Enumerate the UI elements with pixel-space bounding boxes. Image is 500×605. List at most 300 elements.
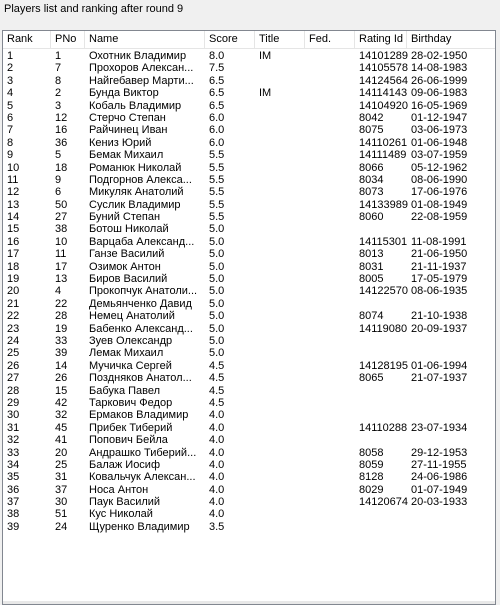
cell-rating-id: 14104920: [359, 99, 408, 112]
cell-score: 5.5: [209, 198, 225, 211]
cell-rating-id: [359, 347, 409, 360]
cell-birthday: 21-10-1938: [411, 310, 468, 323]
cell-birthday: 23-07-1934: [411, 421, 468, 434]
cell-score: 5.0: [209, 248, 225, 261]
cell-rank: 4: [7, 87, 14, 100]
cell-birthday: 01-12-1947: [411, 111, 468, 124]
cell-name: Найгебавер Марти...: [89, 74, 194, 87]
cell-rating-id: [359, 298, 409, 311]
cell-rating-id: 8059: [359, 458, 384, 471]
cell-fed: [309, 360, 349, 373]
table-body: [3, 51, 495, 534]
cell-rating-id: 14119080: [359, 322, 408, 335]
players-ranking-table[interactable]: [2, 30, 496, 605]
cell-fed: [309, 162, 349, 175]
cell-rating-id: 8073: [359, 186, 384, 199]
cell-rating-id: 14110261: [359, 136, 408, 149]
cell-pno: 32: [55, 409, 68, 422]
cell-score: 8.0: [209, 50, 225, 62]
cell-pno: 5: [55, 149, 62, 162]
cell-name: Райчинец Иван: [89, 124, 168, 137]
cell-name: Балаж Иосиф: [89, 458, 161, 471]
cell-rank: 16: [7, 235, 20, 248]
cell-title: [259, 124, 303, 137]
cell-fed: [309, 521, 349, 534]
cell-birthday: [411, 385, 495, 398]
cell-birthday: 03-07-1959: [411, 149, 468, 162]
cell-title: [259, 137, 303, 150]
cell-fed: [309, 310, 349, 323]
cell-score: 7.5: [209, 62, 225, 75]
cell-pno: 33: [55, 334, 68, 347]
cell-pno: 10: [55, 235, 68, 248]
cell-title: [259, 211, 303, 224]
cell-score: 5.0: [209, 297, 225, 310]
cell-rank: 32: [7, 434, 20, 447]
cell-name: Мучичка Сергей: [89, 359, 172, 372]
cell-score: 4.5: [209, 359, 225, 372]
cell-rating-id: 14115301: [359, 235, 408, 248]
cell-birthday: [411, 409, 495, 422]
cell-pno: 3: [55, 99, 62, 112]
cell-fed: [309, 459, 349, 472]
cell-score: 4.0: [209, 409, 225, 422]
cell-rating-id: 8034: [359, 173, 384, 186]
cell-rating-id: 8066: [359, 161, 384, 174]
cell-fed: [309, 397, 349, 410]
cell-fed: [309, 447, 349, 460]
cell-name: Немец Анатолий: [89, 310, 175, 323]
cell-title: [259, 447, 303, 460]
cell-score: 5.0: [209, 347, 225, 360]
cell-rating-id: 8005: [359, 273, 384, 286]
cell-name: Подгорнов Алекса...: [89, 173, 192, 186]
cell-name: Прокопчук Анатоли...: [89, 285, 198, 298]
cell-fed: [309, 261, 349, 274]
cell-score: 4.5: [209, 396, 225, 409]
cell-score: 6.0: [209, 111, 225, 124]
cell-fed: [309, 223, 349, 236]
cell-score: 4.0: [209, 471, 225, 484]
cell-score: 5.5: [209, 149, 225, 162]
cell-birthday: 01-06-1994: [411, 359, 468, 372]
cell-pno: 25: [55, 458, 68, 471]
cell-score: 5.5: [209, 186, 225, 199]
cell-rating-id: 14111489: [359, 149, 407, 162]
cell-rank: 2: [7, 62, 14, 75]
cell-rating-id: 8065: [359, 372, 384, 385]
cell-rank: 28: [7, 384, 20, 397]
cell-rank: 36: [7, 483, 20, 496]
cell-fed: [309, 273, 349, 286]
cell-title: IM: [259, 50, 272, 62]
cell-score: 5.5: [209, 173, 225, 186]
cell-rank: 18: [7, 260, 20, 273]
cell-rating-id: [359, 508, 409, 521]
cell-pno: 14: [55, 359, 68, 372]
cell-birthday: [411, 434, 495, 447]
cell-rank: 33: [7, 446, 20, 459]
cell-birthday: 17-05-1979: [411, 273, 468, 286]
cell-rank: 23: [7, 322, 20, 335]
cell-score: 4.0: [209, 458, 225, 471]
cell-title: [259, 149, 303, 162]
cell-name: Бунда Виктор: [89, 87, 159, 100]
column-header-name[interactable]: Name: [85, 31, 205, 48]
cell-fed: [309, 335, 349, 348]
cell-pno: 28: [55, 310, 68, 323]
cell-pno: 12: [55, 111, 68, 124]
cell-rating-id: 14114143: [359, 87, 408, 100]
cell-rating-id: [359, 434, 409, 447]
cell-title: [259, 199, 303, 212]
cell-title: [259, 409, 303, 422]
cell-birthday: 09-06-1983: [411, 87, 468, 100]
cell-title: [259, 273, 303, 286]
cell-birthday: 24-06-1986: [411, 471, 468, 484]
cell-name: Паук Василий: [89, 496, 161, 509]
cell-rank: 1: [7, 50, 14, 62]
cell-rank: 31: [7, 421, 20, 434]
cell-name: Андрашко Тиберий...: [89, 446, 197, 459]
cell-fed: [309, 137, 349, 150]
cell-rating-id: 8031: [359, 260, 384, 273]
cell-pno: 8: [55, 74, 62, 87]
cell-score: 3.5: [209, 520, 225, 533]
cell-rank: 7: [7, 124, 14, 137]
cell-name: Кус Николай: [89, 508, 153, 521]
cell-title: [259, 496, 303, 509]
cell-title: [259, 397, 303, 410]
cell-pno: 38: [55, 223, 68, 236]
cell-birthday: 08-06-1990: [411, 173, 468, 186]
cell-birthday: [411, 397, 495, 410]
cell-score: 5.0: [209, 260, 225, 273]
cell-birthday: [411, 298, 495, 311]
cell-name: Лемак Михаил: [89, 347, 164, 360]
cell-name: Ковальчук Алексан...: [89, 471, 196, 484]
cell-pno: 7: [55, 62, 62, 75]
cell-score: 6.0: [209, 124, 225, 137]
cell-rank: 12: [7, 186, 20, 199]
cell-rank: 11: [7, 173, 19, 186]
cell-rank: 24: [7, 334, 20, 347]
cell-name: Зуев Олександр: [89, 334, 173, 347]
cell-rating-id: [359, 223, 409, 236]
cell-birthday: 01-08-1949: [411, 198, 468, 211]
cell-score: 5.0: [209, 322, 225, 335]
cell-birthday: 20-09-1937: [411, 322, 468, 335]
column-header-birthday[interactable]: Birthday: [411, 33, 452, 45]
cell-title: [259, 261, 303, 274]
cell-title: [259, 521, 303, 534]
cell-score: 6.0: [209, 136, 225, 149]
cell-pno: 31: [55, 471, 68, 484]
cell-score: 5.0: [209, 310, 225, 323]
cell-name: Поздняков Анатол...: [89, 372, 192, 385]
cell-title: [259, 484, 303, 497]
cell-title: [259, 100, 303, 113]
cell-pno: 41: [55, 434, 68, 447]
cell-name: Таркович Федор: [89, 396, 173, 409]
cell-pno: 26: [55, 372, 68, 385]
cell-name: Носа Антон: [89, 483, 149, 496]
cell-score: 6.5: [209, 74, 225, 87]
cell-name: Романюк Николай: [89, 161, 182, 174]
cell-fed: [309, 62, 349, 75]
cell-birthday: 27-11-1955: [411, 458, 467, 471]
cell-pno: 24: [55, 520, 68, 533]
cell-title: [259, 298, 303, 311]
cell-title: [259, 223, 303, 236]
cell-title: [259, 471, 303, 484]
cell-score: 6.5: [209, 99, 225, 112]
cell-rank: 10: [7, 161, 20, 174]
cell-rank: 5: [7, 99, 14, 112]
cell-title: [259, 323, 303, 336]
cell-rank: 14: [7, 211, 20, 224]
cell-pno: 36: [55, 136, 68, 149]
cell-birthday: 01-06-1948: [411, 136, 468, 149]
cell-fed: [309, 385, 349, 398]
cell-name: Демьянченко Давид: [89, 297, 192, 310]
cell-rank: 13: [7, 198, 20, 211]
cell-pno: 19: [55, 322, 68, 335]
cell-rank: 29: [7, 396, 20, 409]
cell-rank: 20: [7, 285, 20, 298]
cell-fed: [309, 508, 349, 521]
cell-birthday: 26-06-1999: [411, 74, 468, 87]
cell-fed: [309, 422, 349, 435]
cell-pno: 11: [55, 248, 67, 261]
cell-fed: [309, 236, 349, 249]
cell-birthday: 22-08-1959: [411, 211, 468, 224]
cell-rank: 21: [7, 297, 20, 310]
cell-fed: [309, 186, 349, 199]
cell-rating-id: 8075: [359, 124, 384, 137]
cell-rank: 39: [7, 520, 20, 533]
cell-fed: [309, 409, 349, 422]
cell-birthday: 17-06-1976: [411, 186, 468, 199]
cell-rating-id: 8128: [359, 471, 384, 484]
cell-rank: 19: [7, 273, 20, 286]
cell-title: [259, 310, 303, 323]
cell-title: [259, 236, 303, 249]
cell-score: 5.0: [209, 273, 225, 286]
cell-birthday: 14-08-1983: [411, 62, 468, 75]
cell-birthday: 21-07-1937: [411, 372, 468, 385]
cell-score: 6.5: [209, 87, 225, 100]
cell-score: 5.0: [209, 223, 225, 236]
cell-fed: [309, 112, 349, 125]
column-header-rating-id[interactable]: Rating Id: [355, 31, 407, 48]
cell-score: 4.0: [209, 496, 225, 509]
cell-name: Щуренко Владимир: [89, 520, 190, 533]
cell-name: Кобаль Владимир: [89, 99, 182, 112]
cell-score: 4.5: [209, 384, 225, 397]
cell-name: Бабенко Александ...: [89, 322, 193, 335]
cell-name: Озимок Антон: [89, 260, 161, 273]
cell-rating-id: 14133989: [359, 198, 408, 211]
cell-rank: 6: [7, 111, 14, 124]
cell-fed: [309, 149, 349, 162]
cell-rank: 27: [7, 372, 20, 385]
cell-birthday: 08-06-1935: [411, 285, 468, 298]
cell-name: Микуляк Анатолий: [89, 186, 184, 199]
cell-rank: 9: [7, 149, 14, 162]
cell-birthday: [411, 508, 495, 521]
cell-title: IM: [259, 87, 272, 100]
cell-pno: 6: [55, 186, 62, 199]
cell-rating-id: 14122570: [359, 285, 408, 298]
cell-fed: [309, 323, 349, 336]
cell-score: 5.0: [209, 285, 225, 298]
cell-rating-id: [359, 385, 409, 398]
cell-title: [259, 335, 303, 348]
cell-pno: 16: [55, 124, 68, 137]
cell-birthday: 29-12-1953: [411, 446, 468, 459]
horizontal-scrollbar[interactable]: [3, 601, 495, 604]
cell-birthday: [411, 521, 495, 534]
cell-birthday: 28-02-1950: [411, 50, 468, 62]
cell-name: Охотник Владимир: [89, 50, 187, 62]
column-header-fed[interactable]: Fed.: [305, 31, 355, 48]
cell-pno: 4: [55, 285, 62, 298]
table-header: [3, 31, 495, 49]
cell-pno: 20: [55, 446, 68, 459]
cell-name: Бабука Павел: [89, 384, 161, 397]
cell-pno: 39: [55, 347, 68, 360]
cell-score: 4.0: [209, 434, 225, 447]
cell-rating-id: 14110288: [359, 421, 408, 434]
cell-score: 4.0: [209, 508, 225, 521]
cell-pno: 2: [55, 87, 62, 100]
cell-birthday: 05-12-1962: [411, 161, 468, 174]
cell-birthday: 01-07-1949: [411, 483, 468, 496]
cell-fed: [309, 285, 349, 298]
cell-rating-id: [359, 409, 409, 422]
cell-title: [259, 112, 303, 125]
cell-fed: [309, 100, 349, 113]
cell-rating-id: [359, 521, 409, 534]
cell-title: [259, 75, 303, 88]
cell-fed: [309, 124, 349, 137]
cell-birthday: 16-05-1969: [411, 99, 468, 112]
cell-birthday: [411, 335, 495, 348]
cell-score: 4.0: [209, 421, 225, 434]
cell-rank: 35: [7, 471, 20, 484]
cell-title: [259, 459, 303, 472]
column-header-score[interactable]: Score: [205, 31, 255, 48]
cell-score: 4.5: [209, 372, 225, 385]
cell-rank: 30: [7, 409, 20, 422]
cell-title: [259, 434, 303, 447]
cell-name: Буний Степан: [89, 211, 161, 224]
cell-rating-id: 8074: [359, 310, 384, 323]
cell-pno: 37: [55, 483, 68, 496]
cell-title: [259, 385, 303, 398]
cell-rating-id: 8042: [359, 111, 384, 124]
cell-name: Варцаба Александ...: [89, 235, 195, 248]
cell-name: Ермаков Владимир: [89, 409, 189, 422]
cell-rank: 3: [7, 74, 14, 87]
cell-fed: [309, 372, 349, 385]
cell-birthday: 11-08-1991: [411, 235, 467, 248]
cell-name: Прибек Тиберий: [89, 421, 173, 434]
cell-birthday: 20-03-1933: [411, 496, 468, 509]
cell-name: Прохоров Алексан...: [89, 62, 194, 75]
cell-fed: [309, 87, 349, 100]
cell-rank: 17: [7, 248, 20, 261]
table-row[interactable]: [3, 522, 495, 534]
column-header-title[interactable]: Title: [255, 31, 305, 48]
cell-score: 5.0: [209, 235, 225, 248]
cell-pno: 30: [55, 496, 68, 509]
cell-rank: 26: [7, 359, 20, 372]
cell-title: [259, 347, 303, 360]
cell-title: [259, 360, 303, 373]
cell-score: 5.0: [209, 334, 225, 347]
cell-pno: 27: [55, 211, 68, 224]
cell-pno: 45: [55, 421, 68, 434]
cell-title: [259, 174, 303, 187]
cell-title: [259, 248, 303, 261]
cell-name: Биров Василий: [89, 273, 168, 286]
cell-pno: 13: [55, 273, 68, 286]
column-header-pno[interactable]: PNo: [51, 31, 85, 48]
cell-title: [259, 186, 303, 199]
cell-score: 5.5: [209, 161, 225, 174]
cell-name: Бемак Михаил: [89, 149, 164, 162]
cell-pno: 15: [55, 384, 68, 397]
cell-pno: 18: [55, 161, 68, 174]
cell-name: Кениз Юрий: [89, 136, 152, 149]
cell-rank: 22: [7, 310, 20, 323]
cell-title: [259, 422, 303, 435]
cell-fed: [309, 199, 349, 212]
cell-score: 4.0: [209, 483, 225, 496]
cell-fed: [309, 434, 349, 447]
cell-rating-id: 8060: [359, 211, 384, 224]
cell-pno: 51: [55, 508, 68, 521]
cell-rank: 15: [7, 223, 20, 236]
cell-title: [259, 372, 303, 385]
cell-fed: [309, 174, 349, 187]
cell-pno: 1: [55, 50, 62, 62]
cell-score: 4.0: [209, 446, 225, 459]
cell-birthday: 21-11-1937: [411, 260, 467, 273]
cell-rating-id: [359, 335, 409, 348]
cell-rating-id: 14120674: [359, 496, 408, 509]
cell-fed: [309, 298, 349, 311]
cell-pno: 42: [55, 396, 68, 409]
cell-name: Суслик Владимир: [89, 198, 181, 211]
cell-rating-id: 14128195: [359, 359, 408, 372]
cell-rank: 25: [7, 347, 20, 360]
cell-rating-id: [359, 397, 409, 410]
cell-birthday: 03-06-1973: [411, 124, 468, 137]
cell-birthday: [411, 347, 495, 360]
cell-rank: 34: [7, 458, 20, 471]
cell-birthday: 21-06-1950: [411, 248, 468, 261]
cell-pno: 50: [55, 198, 68, 211]
cell-rating-id: 8029: [359, 483, 384, 496]
cell-birthday: [411, 223, 495, 236]
cell-title: [259, 508, 303, 521]
column-header-rank[interactable]: Rank: [3, 31, 51, 48]
cell-pno: 22: [55, 297, 68, 310]
cell-name: Попович Бейла: [89, 434, 168, 447]
